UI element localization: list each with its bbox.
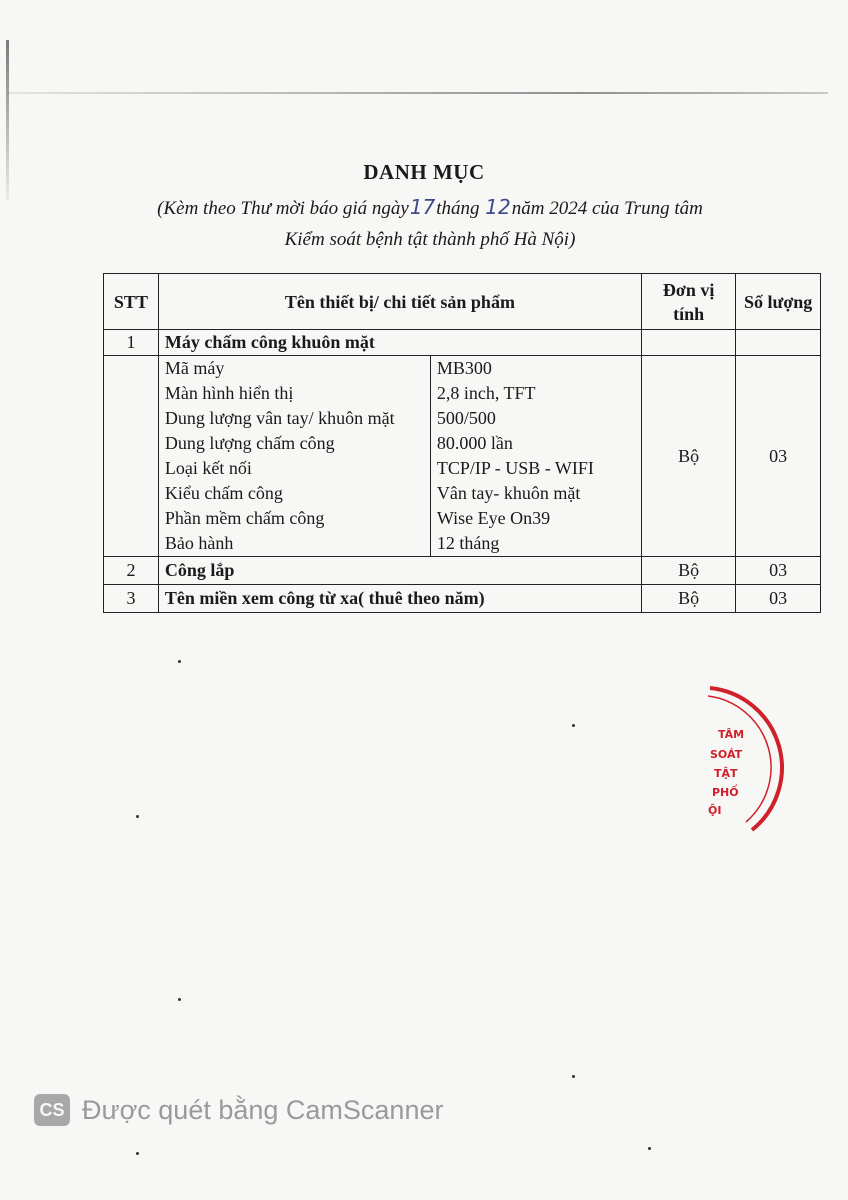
row-name: Máy chấm công khuôn mặt — [158, 330, 641, 356]
row-unit: Bộ — [642, 557, 736, 585]
spec-grid — [159, 356, 641, 556]
table-row — [104, 585, 821, 613]
subtitle-part3: năm 2024 của Trung tâm — [511, 198, 703, 219]
document-subtitle — [120, 192, 740, 255]
spec-value: Wise Eye On39 — [436, 508, 551, 528]
spec-label: Bảo hành — [159, 531, 431, 556]
row-name: Công lắp — [158, 557, 641, 585]
spec-value: 80.000 lần — [436, 433, 513, 453]
header-name: Tên thiết bị/ chi tiết sản phẩm — [158, 274, 641, 330]
table-row-specs — [104, 356, 821, 557]
row-unit — [642, 330, 736, 356]
spec-label: Dung lượng vân tay/ khuôn mặt — [159, 406, 431, 431]
subtitle-part2: tháng — [436, 198, 480, 219]
scan-edge-top — [8, 92, 828, 94]
table-header-row — [104, 274, 821, 330]
scan-speck — [572, 1075, 575, 1078]
row-qty: 03 — [736, 557, 821, 585]
table-row — [104, 557, 821, 585]
spec-value: TCP/IP - USB - WIFI — [436, 458, 594, 478]
scan-speck — [178, 998, 181, 1001]
spec-label: Phần mềm chấm công — [159, 506, 431, 531]
row-qty: 03 — [736, 356, 821, 557]
table-row — [104, 330, 821, 356]
spec-label: Dung lượng chấm công — [159, 431, 431, 456]
red-seal-stamp — [690, 680, 790, 840]
document-title: DANH MỤC — [363, 160, 485, 184]
spec-cell — [158, 356, 641, 557]
stamp-line: ỘI — [708, 804, 722, 817]
spec-value: 12 tháng — [436, 533, 500, 553]
stamp-line: SOÁT — [710, 748, 743, 761]
items-table — [103, 273, 821, 613]
watermark-text: Được quét bằng CamScanner — [82, 1094, 444, 1125]
row-stt: 2 — [104, 557, 159, 585]
scan-speck — [178, 660, 181, 663]
spec-label: Màn hình hiển thị — [159, 381, 431, 406]
spec-value: Vân tay- khuôn mặt — [436, 483, 581, 503]
spec-label: Loại kết nối — [159, 456, 431, 481]
scan-speck — [136, 1152, 139, 1155]
subtitle-part1: (Kèm theo Thư mời báo giá ngày — [157, 198, 409, 219]
camscanner-watermark — [34, 1094, 443, 1126]
row-qty: 03 — [736, 585, 821, 613]
stamp-line: TÂM — [718, 728, 745, 741]
scan-speck — [136, 815, 139, 818]
scan-speck — [648, 1147, 651, 1150]
stamp-line: TẬT — [714, 767, 738, 780]
spec-value: MB300 — [436, 358, 492, 378]
spec-label: Mã máy — [159, 356, 431, 381]
handwritten-day: 17 — [409, 195, 436, 219]
row-unit: Bộ — [642, 585, 736, 613]
row-stt: 1 — [104, 330, 159, 356]
row-stt — [104, 356, 159, 557]
row-qty — [736, 330, 821, 356]
subtitle-line2: Kiểm soát bệnh tật thành phố Hà Nội) — [284, 229, 576, 250]
stamp-line: PHỐ — [712, 786, 739, 799]
camscanner-logo-icon: CS — [34, 1094, 70, 1126]
spec-value: 500/500 — [436, 408, 496, 428]
spec-value: 2,8 inch, TFT — [436, 383, 536, 403]
header-qty: Số lượng — [736, 274, 821, 330]
spec-label: Kiểu chấm công — [159, 481, 431, 506]
row-stt: 3 — [104, 585, 159, 613]
header-unit: Đơn vị tính — [642, 274, 736, 330]
row-unit: Bộ — [642, 356, 736, 557]
handwritten-month: 12 — [485, 195, 511, 219]
scan-speck — [572, 724, 575, 727]
row-name: Tên miền xem công từ xa( thuê theo năm) — [158, 585, 641, 613]
header-stt: STT — [104, 274, 159, 330]
